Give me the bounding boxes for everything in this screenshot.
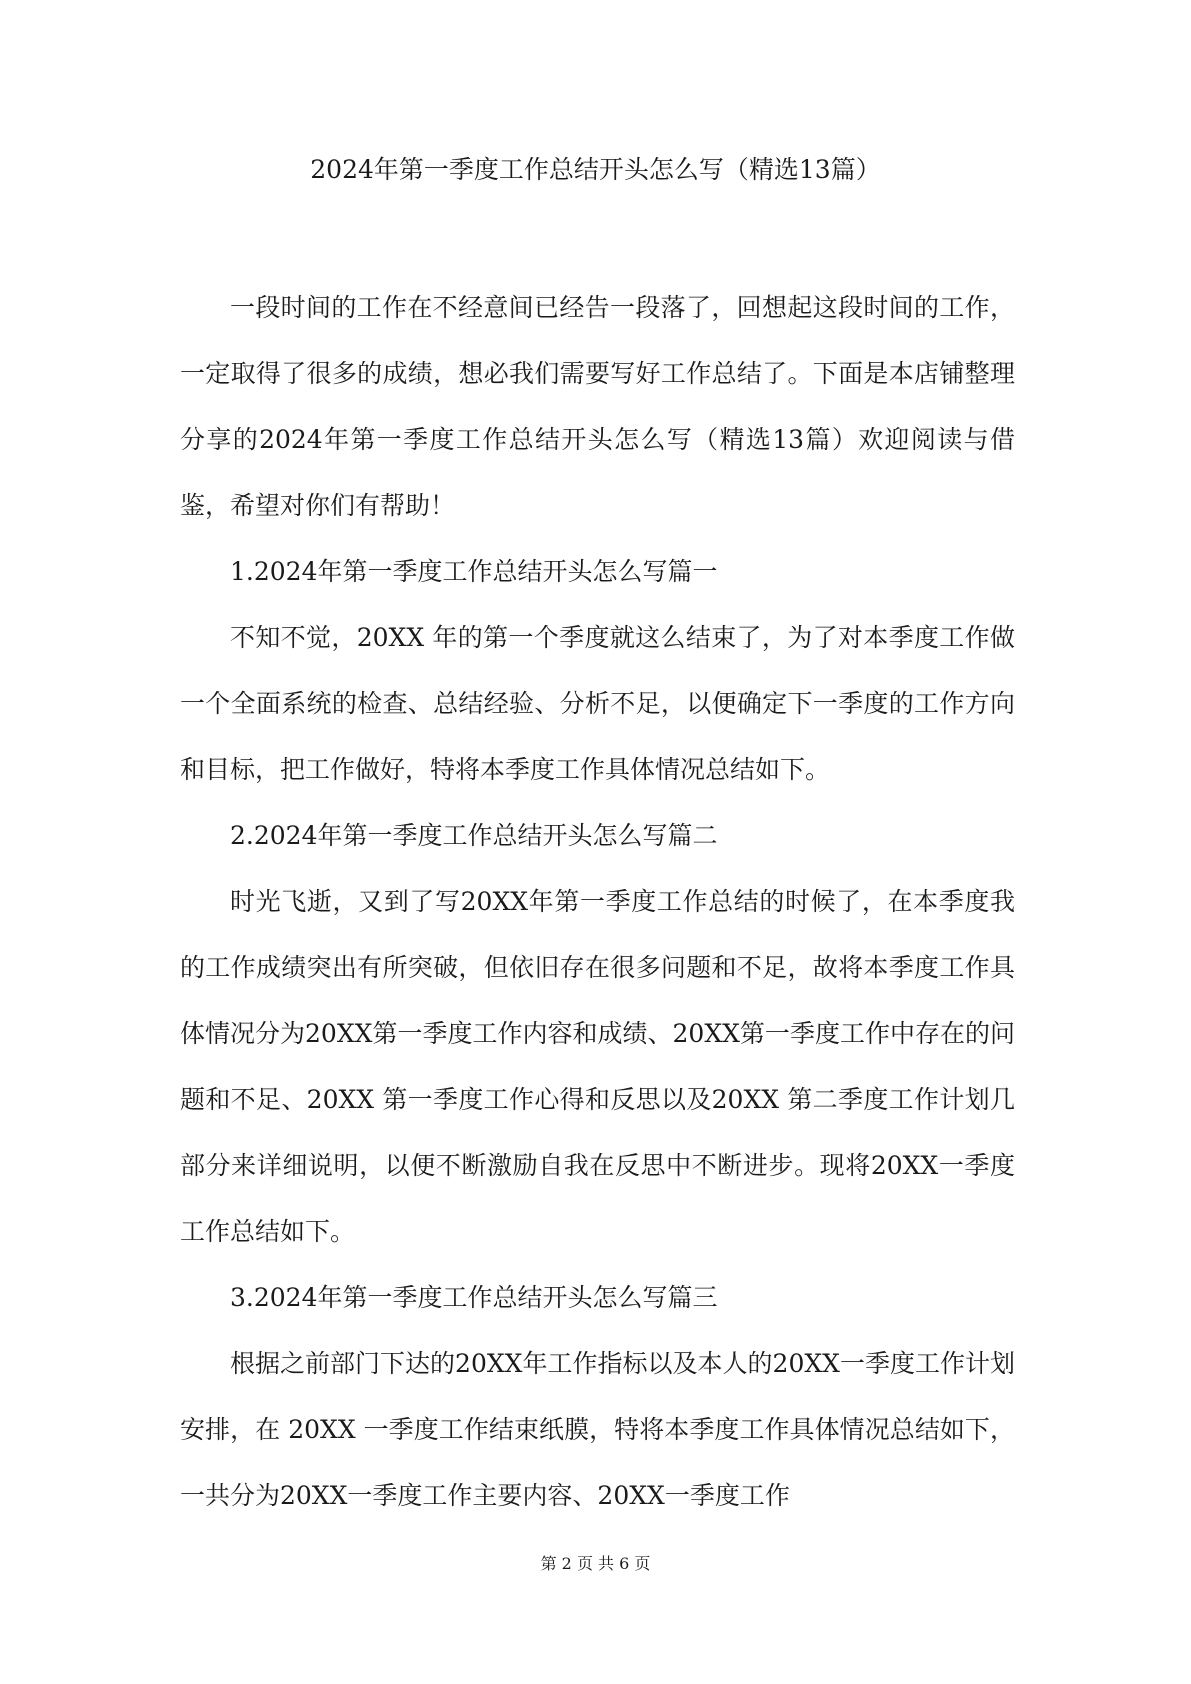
section-heading-2: 2.2024年第一季度工作总结开头怎么写篇二 <box>230 821 718 850</box>
section-paragraph-1: 不知不觉，20XX 年的第一个季度就这么结束了，为了对本季度工作做一个全面系统的检查、总结经验、分析不足，以便确定下一季度的工作方向和目标，把工作做好，特将本季度工作具体情况总结如下。 <box>180 623 1015 784</box>
section-paragraph-3: 根据之前部门下达的20XX年工作指标以及本人的20XX一季度工作计划安排，在 20XX 一季度工作结束纸膜，特将本季度工作具体情况总结如下，一共分为20XX一季度工作主要内容、20XX一季度工作 <box>180 1349 1015 1510</box>
section-heading-1: 1.2024年第一季度工作总结开头怎么写篇一 <box>230 557 718 586</box>
section-heading-3: 3.2024年第一季度工作总结开头怎么写篇三 <box>230 1283 718 1312</box>
section-paragraph-2: 时光飞逝，又到了写20XX年第一季度工作总结的时候了，在本季度我的工作成绩突出有所突破，但依旧存在很多问题和不足，故将本季度工作具体情况分为20XX第一季度工作内容和成绩、20XX第一季度工作中存在的问题和不足、20XX 第一季度工作心得和反思以及20XX 第二季度工作计划几部分来详细说明，以便不断激励自我在反思中不断进步。现将20XX一季度工作总结如下。 <box>180 887 1015 1246</box>
document-title: 2024年第一季度工作总结开头怎么写（精选13篇） <box>310 155 881 184</box>
intro-paragraph: 一段时间的工作在不经意间已经告一段落了，回想起这段时间的工作，一定取得了很多的成绩，想必我们需要写好工作总结了。下面是本店铺整理分享的2024年第一季度工作总结开头怎么写（精选13篇）欢迎阅读与借鉴，希望对你们有帮助！ <box>180 293 1015 520</box>
document-body <box>180 275 1015 1529</box>
page-number-footer: 第 2 页 共 6 页 <box>540 1554 651 1573</box>
